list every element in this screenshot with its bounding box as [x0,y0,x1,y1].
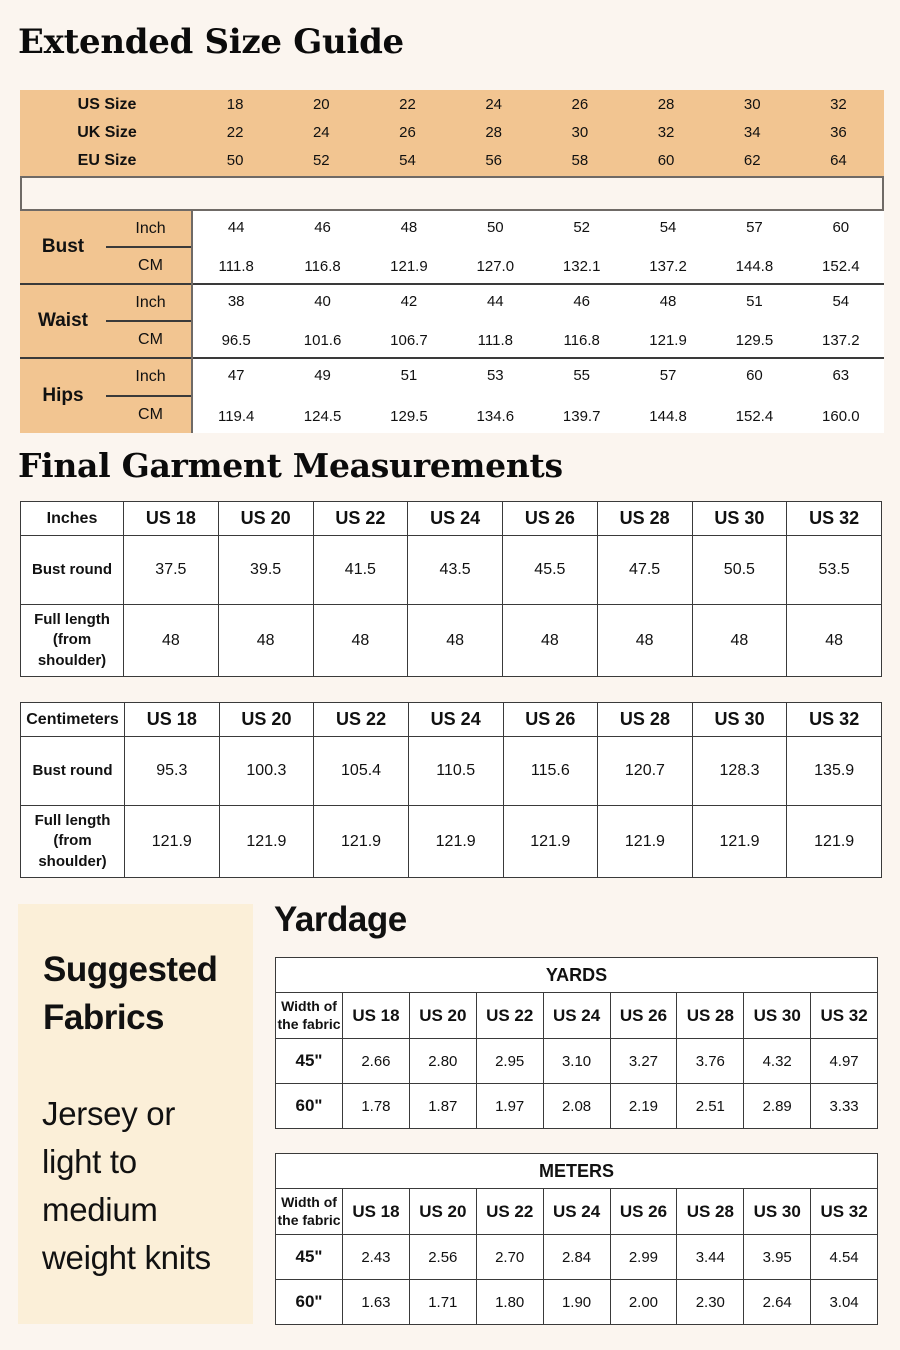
cell: 95.3 [125,737,220,806]
cell: 121.9 [390,258,428,275]
cell: 101.6 [303,332,342,349]
label-line: Width of [281,998,337,1014]
cell: 49 [314,367,331,384]
row-label [21,605,124,677]
cell: 96.5 [221,332,251,349]
cell: 116.8 [563,332,600,349]
cell: 3.27 [610,1039,677,1084]
eu-size-row [20,146,884,175]
cell: 28 [657,96,675,113]
cell: 2.56 [409,1235,476,1280]
size-header: US 26 [610,1189,677,1235]
cell: 48 [124,605,219,677]
bust-round-row [21,737,882,806]
cell: 2.99 [610,1235,677,1280]
unit-label: CM [138,406,163,423]
cell: 3.04 [811,1280,878,1325]
table-caption: YARDS [276,958,878,993]
size-header: US 24 [408,703,503,737]
unit-label: CM [138,256,163,274]
hips-values [193,359,884,433]
size-header: US 32 [787,703,882,737]
cell: 1.80 [476,1280,543,1325]
inch-row [193,211,884,247]
caption-row [276,1154,878,1189]
size-header: US 22 [314,703,409,737]
cell: 3.10 [543,1039,610,1084]
cell: 48 [313,605,408,677]
cm-row [193,247,884,283]
cell: 1.87 [409,1084,476,1129]
label-line: shoulder) [38,852,107,870]
width-60-row [276,1280,878,1325]
cell: 48 [400,219,418,236]
measurement-values [193,211,884,433]
cell: 139.7 [562,408,601,425]
cell: 4.97 [811,1039,878,1084]
cell: 58 [571,152,589,169]
cell: 30 [743,96,761,113]
garment-centimeters-table [20,702,882,878]
size-header: US 28 [598,703,693,737]
cell: 132.1 [562,258,601,275]
cell: 160.0 [822,408,860,425]
cell: 48 [787,605,882,677]
cell: 2.64 [744,1280,811,1325]
cell: 55 [573,367,591,384]
label-line: (from [52,631,92,649]
cell: 2.80 [409,1039,476,1084]
size-header: US 20 [219,703,314,737]
cell: 63 [832,367,850,384]
cell: 2.95 [476,1039,543,1084]
label-line: Full length [34,611,110,629]
cell: 47.5 [597,536,692,605]
cell: 152.4 [822,258,860,275]
label-line: Full length [34,812,111,830]
size-header: US 22 [476,1189,543,1235]
garment-inches-table [20,501,882,677]
cell: 22 [226,124,244,141]
cell: 34 [743,124,761,141]
cell: 2.51 [677,1084,744,1129]
size-header: US 28 [597,502,692,536]
row-label: 60" [276,1084,343,1129]
size-guide-table [20,90,884,433]
cell: 53 [486,367,504,384]
fabrics-title [43,946,217,1042]
size-header: US 30 [692,703,787,737]
suggested-fabrics-panel [18,904,253,1324]
cell: 54 [832,293,850,310]
cell: 32 [830,96,847,113]
group-name: Hips [42,385,84,406]
size-header: US 26 [503,703,598,737]
label-line: the fabric [277,1015,341,1032]
unit-label: Inch [106,285,191,322]
waist-label-group [20,285,191,359]
cell: 60 [746,367,763,384]
cell: 36 [830,124,847,141]
cell: 1.63 [343,1280,410,1325]
size-header: US 32 [811,1189,878,1235]
cell: 40 [314,293,331,310]
cell: 30 [571,124,589,141]
cell: 106.7 [390,332,428,349]
cell: 3.76 [677,1039,744,1084]
size-header: US 22 [313,502,408,536]
row-label: Bust round [21,737,125,806]
cell: 135.9 [787,737,882,806]
cell: 3.33 [811,1084,878,1129]
size-header: US 20 [409,993,476,1039]
cell: 44 [486,293,504,310]
cell: 121.9 [408,806,503,878]
body-line: medium [42,1191,158,1228]
group-name: Waist [38,310,88,331]
label-line: (from [53,832,92,850]
header-row [276,993,878,1039]
cell: 48 [218,605,313,677]
size-header: US 18 [343,1189,410,1235]
cell: 137.2 [822,332,860,349]
cell: 43.5 [408,536,503,605]
table-caption: METERS [276,1154,878,1189]
cell: 24 [312,124,330,141]
size-header: US 22 [476,993,543,1039]
section-title-final-garment: Final Garment Measurements [18,446,563,485]
cell: 48 [408,605,503,677]
body-line: light to [42,1143,137,1180]
cell: 152.4 [735,408,774,425]
cell: 144.8 [735,258,774,275]
cell: 50 [226,152,244,169]
section-title-yardage: Yardage [274,900,407,939]
width-45-row [276,1235,878,1280]
cell: 121.9 [503,806,598,878]
cell: 44 [227,219,245,236]
cell: 26 [571,96,589,113]
bust-label-group [20,211,191,285]
size-header: US 30 [744,993,811,1039]
width-60-row [276,1084,878,1129]
cell: 137.2 [649,258,687,275]
size-header: US 24 [408,502,503,536]
header-row [276,1189,878,1235]
label-line: the fabric [277,1211,341,1228]
cell: 51 [746,293,763,310]
cell: 3.44 [677,1235,744,1280]
cell: 121.9 [692,806,787,878]
full-length-row [21,806,882,878]
size-header: US 28 [677,993,744,1039]
cell: 129.5 [735,332,774,349]
cell: 2.70 [476,1235,543,1280]
page-title: Extended Size Guide [18,22,404,62]
corner-label: Inches [21,502,124,536]
cell: 121.9 [219,806,314,878]
size-header: US 20 [409,1189,476,1235]
cell: 4.54 [811,1235,878,1280]
caption-row [276,958,878,993]
cell: 111.8 [218,258,254,275]
row-label: US Size [77,95,137,113]
cell: 39.5 [218,536,313,605]
cell: 32 [657,124,675,141]
row-label: 60" [276,1280,343,1325]
cell: 57 [746,219,763,236]
size-header: US 26 [610,993,677,1039]
size-header: US 32 [811,993,878,1039]
meters-table [275,1153,878,1325]
cell: 46 [314,219,331,236]
uk-size-row [20,118,884,147]
bust-round-row [21,536,882,605]
cell: 2.08 [543,1084,610,1129]
cell: 60 [832,219,850,236]
cell: 24 [485,96,502,113]
cell: 47 [227,367,245,384]
cell: 134.6 [476,408,515,425]
cell: 41.5 [313,536,408,605]
row-label [21,806,125,878]
waist-values [193,285,884,359]
corner-label [276,993,343,1039]
fabrics-description [42,1090,242,1282]
spacer-row [20,176,884,211]
cell: 26 [399,124,416,141]
title-line: Fabrics [43,998,164,1037]
title-line: Suggested [43,950,218,989]
corner-label: Centimeters [21,703,125,737]
cell: 54 [659,219,677,236]
measurement-labels [20,211,193,433]
cell: 50 [486,219,504,236]
size-header: US 18 [125,703,220,737]
cell: 52 [573,219,591,236]
cell: 120.7 [598,737,693,806]
cell: 42 [400,293,418,310]
cell: 121.9 [314,806,409,878]
cell: 56 [485,152,502,169]
cell: 28 [485,124,502,141]
cell: 51 [400,367,418,384]
cell: 38 [227,293,245,310]
unit-label: CM [138,330,163,348]
cell: 1.90 [543,1280,610,1325]
label-line: Width of [281,1194,337,1210]
inch-row [193,285,884,321]
cell: 121.9 [598,806,693,878]
size-header: US 30 [744,1189,811,1235]
cm-row [193,396,884,433]
cell: 144.8 [649,408,687,425]
cell: 121.9 [649,332,687,349]
cell: 64 [830,152,847,169]
yards-table [275,957,878,1129]
cell: 110.5 [408,737,503,806]
size-header: US 24 [543,1189,610,1235]
cell: 22 [399,96,416,113]
us-size-row [20,90,884,119]
cell: 111.8 [477,332,513,349]
cell: 116.8 [304,258,341,275]
body-line: weight knits [42,1239,211,1276]
cell: 2.66 [343,1039,410,1084]
cell: 52 [312,152,330,169]
size-header: US 26 [503,502,598,536]
cell: 62 [743,152,761,169]
cell: 121.9 [125,806,220,878]
cell: 20 [312,96,330,113]
size-header: US 20 [218,502,313,536]
cell: 2.00 [610,1280,677,1325]
cell: 53.5 [787,536,882,605]
row-label: EU Size [77,151,137,169]
cell: 121.9 [787,806,882,878]
cell: 124.5 [303,408,342,425]
cell: 127.0 [476,258,515,275]
unit-label: Inch [106,211,191,248]
cell: 37.5 [124,536,219,605]
cell: 57 [659,367,677,384]
size-header: US 30 [692,502,787,536]
corner-label [276,1189,343,1235]
cell: 2.84 [543,1235,610,1280]
cell: 4.32 [744,1039,811,1084]
cell: 60 [657,152,675,169]
body-line: Jersey or [42,1095,176,1132]
cell: 128.3 [692,737,787,806]
row-label: 45" [276,1039,343,1084]
row-label: 45" [276,1235,343,1280]
cell: 54 [399,152,416,169]
inch-row [193,359,884,396]
size-header: US 18 [343,993,410,1039]
size-header: US 32 [787,502,882,536]
body-measurements [20,211,884,433]
size-conversion-header [20,90,884,176]
group-name: Bust [41,236,85,257]
row-label: UK Size [77,123,137,141]
unit-label: Inch [106,359,191,397]
cell: 1.97 [476,1084,543,1129]
width-45-row [276,1039,878,1084]
hips-label-group [20,359,191,433]
cell: 50.5 [692,536,787,605]
cell: 2.30 [677,1280,744,1325]
cell: 119.4 [217,408,255,425]
cell: 48 [597,605,692,677]
cell: 115.6 [503,737,598,806]
header-row [21,703,882,737]
header-row [21,502,882,536]
cell: 48 [503,605,598,677]
cell: 48 [659,293,677,310]
cell: 2.89 [744,1084,811,1129]
size-header: US 24 [543,993,610,1039]
cell: 2.43 [343,1235,410,1280]
cell: 48 [692,605,787,677]
bust-values [193,211,884,285]
row-label: Bust round [21,536,124,605]
cell: 105.4 [314,737,409,806]
cell: 3.95 [744,1235,811,1280]
full-length-row [21,605,882,677]
cell: 45.5 [503,536,598,605]
cm-row [193,321,884,357]
cell: 129.5 [390,408,428,425]
cell: 18 [226,96,244,113]
size-header: US 18 [124,502,219,536]
cell: 1.71 [409,1280,476,1325]
size-header: US 28 [677,1189,744,1235]
cell: 100.3 [219,737,314,806]
cell: 1.78 [343,1084,410,1129]
label-line: shoulder) [37,651,107,669]
cell: 46 [573,293,591,310]
cell: 2.19 [610,1084,677,1129]
